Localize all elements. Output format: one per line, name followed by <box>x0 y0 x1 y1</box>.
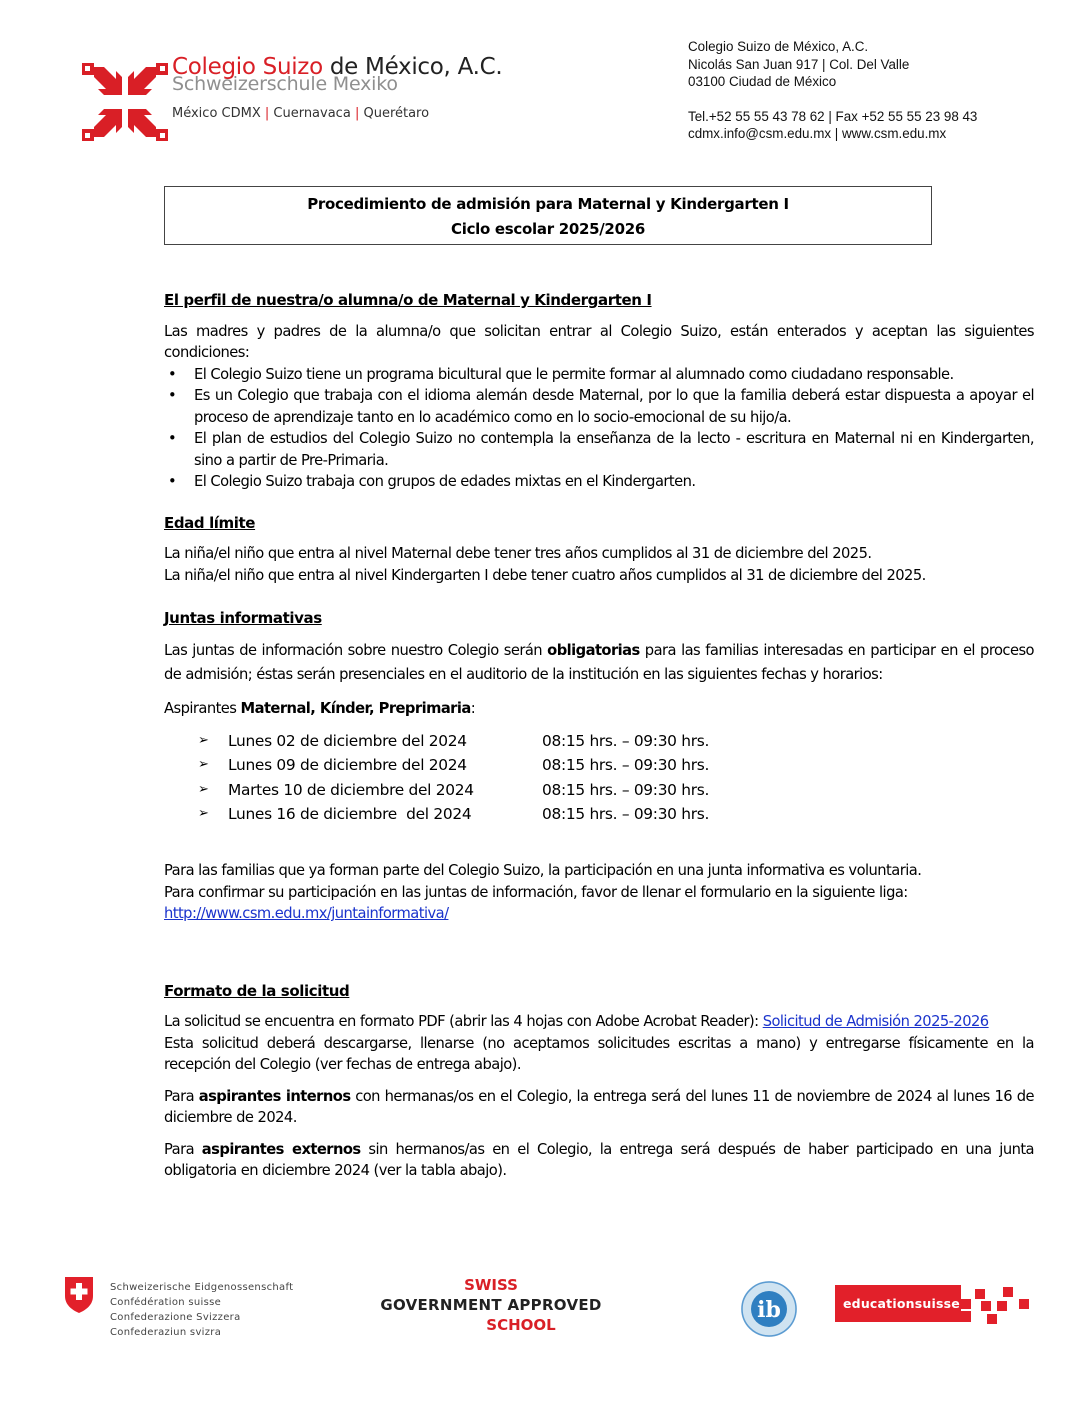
aspirantes-levels: Maternal, Kínder, Preprimaria <box>240 699 471 717</box>
aspirantes-label: Aspirantes <box>164 699 241 717</box>
juntas-bold-text: obligatorias <box>547 641 640 659</box>
swiss-shield-icon <box>64 1276 94 1314</box>
logo-subtitle: Schweizerschule Mexiko <box>172 73 398 95</box>
schedule-time: 08:15 hrs. – 09:30 hrs. <box>542 804 710 823</box>
ib-world-school-logo-icon <box>740 1280 798 1338</box>
swiss-government-approved-school-logo <box>366 1275 616 1335</box>
edad-line-kinder: La niña/el niño que entra al nivel Kindergarten I debe tener cuatro años cumplidos al 31 de diciembre del 2025. <box>164 566 926 584</box>
section-heading-perfil: El perfil de nuestra/o alumna/o de Maternal y Kindergarten I <box>164 291 652 309</box>
sgas-government-approved: GOVERNMENT APPROVED <box>380 1296 602 1314</box>
schedule-date: Martes 10 de diciembre del 2024 <box>228 780 474 799</box>
school-logo <box>80 54 503 145</box>
logo-name-red: Colegio Suizo <box>172 54 323 80</box>
juntas-note-formulario: Para confirmar su participación en las juntas de información, favor de llenar el formulario en la siguiente liga: <box>164 883 908 901</box>
schedule-row <box>198 802 1034 826</box>
address-phone: Tel.+52 55 55 43 78 62 | Fax +52 55 55 23 98 43 <box>688 108 978 124</box>
address-contact: cdmx.info@csm.edu.mx | www.csm.edu.mx <box>688 126 947 141</box>
externos-text: sin hermanos/as en el Colegio, la entrega será después de haber participado en una junta obligatoria en diciembre 2024 (ver la tabla abajo). <box>164 1140 1034 1180</box>
confederation-rm: Confederaziun svizra <box>110 1327 222 1338</box>
footer-logos <box>0 1270 1088 1350</box>
arrow-bullet-icon: ➢ <box>198 733 209 748</box>
list-item: • Es un Colegio que trabaja con el idioma alemán desde Maternal, por lo que la familia deberá estar dispuesta a apoyar el proceso de aprendizaje tanto en lo académico como en lo socio-emocional de su hijo/a. <box>164 385 1034 428</box>
campus-cuernavaca: Cuernavaca <box>273 106 351 121</box>
arrow-bullet-icon: ➢ <box>198 805 209 821</box>
section-heading-edad: Edad límite <box>164 513 256 532</box>
confederation-fr: Confédération suisse <box>110 1297 222 1308</box>
juntas-note-voluntaria: Para las familias que ya forman parte del Colegio Suizo, la participación en una junta informativa es voluntaria. <box>164 862 922 880</box>
schedule-row <box>198 753 1034 777</box>
confederation-it: Confederazione Svizzera <box>110 1312 241 1323</box>
externos-text: Para <box>164 1140 202 1158</box>
junta-informativa-link[interactable]: http://www.csm.edu.mx/juntainformativa/ <box>164 905 449 923</box>
solicitud-admision-link[interactable]: Solicitud de Admisión 2025-2026 <box>762 1013 989 1031</box>
educationsuisse-logo <box>835 1285 1035 1325</box>
schedule-date: Lunes 09 de diciembre del 2024 <box>228 756 467 775</box>
externos-bold: aspirantes externos <box>201 1140 361 1158</box>
arrow-bullet-icon: ➢ <box>198 781 209 797</box>
formato-instructions: Esta solicitud deberá descargarse, llenarse (no aceptamos solicitudes escritas a mano) y entregarse físicamente en la recepción del Colegio (ver fechas de entrega abajo). <box>164 1034 1034 1074</box>
address-name: Colegio Suizo de México, A.C. <box>688 39 869 54</box>
arrow-bullet-icon: ➢ <box>198 757 209 773</box>
campus-separator: | <box>350 106 364 121</box>
document-title: Procedimiento de admisión para Maternal y Kindergarten I <box>307 195 789 213</box>
internos-text: con hermanas/os en el Colegio, la entrega será del lunes 11 de noviembre de 2024 al lunes 16 de diciembre de 2024. <box>164 1087 1034 1127</box>
document-title-box <box>164 186 932 245</box>
schedule-date: Lunes 02 de diciembre del 2024 <box>228 732 467 750</box>
internos-text: Para <box>164 1087 199 1105</box>
internos-paragraph <box>164 1086 1034 1129</box>
schedule-time: 08:15 hrs. – 09:30 hrs. <box>542 756 710 775</box>
juntas-text: Las juntas de información sobre nuestro Colegio serán <box>164 641 548 659</box>
formato-paragraph <box>164 1011 1034 1033</box>
campus-cdmx: México CDMX <box>172 106 261 121</box>
school-address <box>688 38 977 143</box>
sgas-school: SCHOOL <box>486 1316 556 1334</box>
formato-text: La solicitud se encuentra en formato PDF (abrir las 4 hojas con Adobe Acrobat Reader): <box>164 1013 763 1031</box>
schedule-list <box>198 729 1034 826</box>
perfil-intro: Las madres y padres de la alumna/o que solicitan entrar al Colegio Suizo, están enterados y aceptan las siguientes condiciones: <box>164 322 1034 361</box>
list-item: • El Colegio Suizo trabaja con grupos de edades mixtas en el Kindergarten. <box>164 471 1034 493</box>
document-subtitle: Ciclo escolar 2025/2026 <box>451 220 645 238</box>
schedule-time: 08:15 hrs. – 09:30 hrs. <box>542 732 710 750</box>
internos-bold: aspirantes internos <box>198 1087 351 1105</box>
edad-line-maternal: La niña/el niño que entra al nivel Maternal debe tener tres años cumplidos al 31 de diciembre del 2025. <box>164 545 872 562</box>
campus-separator: | <box>260 106 274 121</box>
aspirantes-line <box>164 698 1034 720</box>
juntas-paragraph <box>164 639 1034 688</box>
schedule-row <box>198 778 1034 802</box>
address-street: Nicolás San Juan 917 | Col. Del Valle <box>688 56 910 72</box>
juntas-text: para las familias interesadas en participar en el proceso de admisión; éstas serán presenciales en el auditorio de la institución en las siguientes fechas y horarios: <box>164 641 1034 683</box>
list-item: • El plan de estudios del Colegio Suizo no contempla la enseñanza de la lecto - escritura en Maternal ni en Kindergarten, sino a partir de Pre-Primaria. <box>164 428 1034 471</box>
document-body <box>164 290 1034 1182</box>
educationsuisse-label: educationsuisse <box>835 1285 961 1322</box>
perfil-conditions-list <box>164 364 1034 493</box>
sgas-swiss: SWISS <box>464 1276 518 1294</box>
logo-campuses <box>172 106 502 122</box>
schedule-date: Lunes 16 de diciembre del 2024 <box>228 804 472 823</box>
address-city: 03100 Ciudad de México <box>688 74 837 89</box>
section-heading-formato: Formato de la solicitud <box>164 981 350 1000</box>
list-item: • El Colegio Suizo tiene un programa bicultural que le permite formar al alumnado como ciudadano responsable. <box>164 364 1034 386</box>
logo-name-dark: de México, A.C. <box>322 54 503 80</box>
aspirantes-colon: : <box>470 699 476 717</box>
campus-queretaro: Querétaro <box>363 106 430 121</box>
svg-text:ib: ib <box>757 1297 781 1323</box>
confederation-de: Schweizerische Eidgenossenschaft <box>110 1282 294 1293</box>
schedule-row <box>198 729 1034 753</box>
logo-arrows-icon <box>80 61 170 143</box>
section-heading-juntas: Juntas informativas <box>164 609 322 627</box>
externos-paragraph <box>164 1139 1034 1182</box>
schedule-time: 08:15 hrs. – 09:30 hrs. <box>542 780 710 799</box>
